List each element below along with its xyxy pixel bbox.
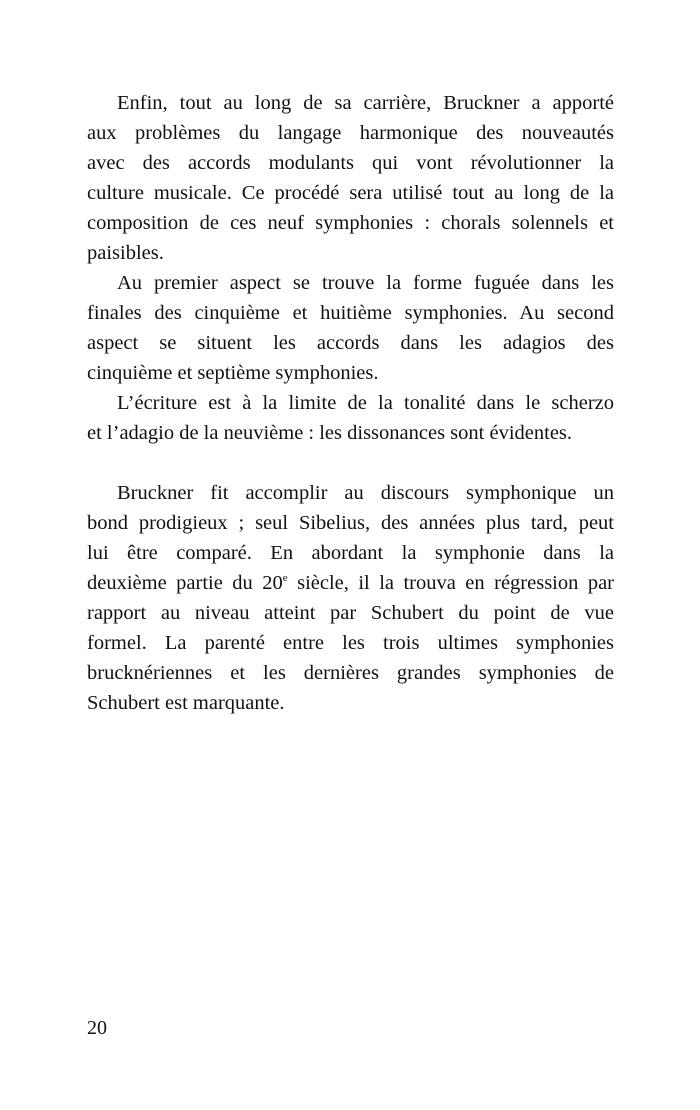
text-line: Enfin, tout au long de sa carrière, Bruckner a apporté [117, 92, 614, 114]
text-span: siècle, il la trouva en régression par [287, 572, 614, 594]
text-line: Bruckner fit accomplir au discours symphonique un [117, 482, 614, 504]
text-line: Au premier aspect se trouve la forme fuguée dans les [117, 272, 614, 294]
text-line: rapport au niveau atteint par Schubert du point de vue [87, 602, 614, 624]
text-line: paisibles. [87, 242, 164, 264]
text-line: Schubert est marquante. [87, 692, 285, 714]
text-line: composition de ces neuf symphonies : chorals solennels et [87, 212, 614, 234]
text-line: formel. La parenté entre les trois ultimes symphonies [87, 632, 614, 654]
paragraph [87, 478, 614, 718]
paragraph-gap [87, 448, 614, 478]
text-span: deuxième partie du 20 [87, 572, 283, 594]
text-line: aux problèmes du langage harmonique des nouveautés [87, 122, 614, 144]
text-line: avec des accords modulants qui vont révolutionner la [87, 152, 614, 174]
text-line: culture musicale. Ce procédé sera utilisé tout au long de la [87, 182, 614, 204]
paragraph [87, 88, 614, 268]
text-line: aspect se situent les accords dans les adagios des [87, 332, 614, 354]
text-line: brucknériennes et les dernières grandes symphonies de [87, 662, 614, 684]
text-line: finales des cinquième et huitième symphonies. Au second [87, 302, 614, 324]
text-line: lui être comparé. En abordant la symphonie dans la [87, 542, 614, 564]
text-line: cinquième et septième symphonies. [87, 362, 379, 384]
superscript: e [282, 572, 288, 584]
body-text [87, 88, 614, 718]
paragraph [87, 388, 614, 448]
text-line: L’écriture est à la limite de la tonalité dans le scherzo [117, 392, 614, 414]
text-line [87, 568, 614, 598]
text-line: et l’adagio de la neuvième : les dissonances sont évidentes. [87, 422, 573, 444]
page-number: 20 [87, 1017, 107, 1039]
paragraph [87, 268, 614, 388]
text-line: bond prodigieux ; seul Sibelius, des années plus tard, peut [87, 512, 614, 534]
